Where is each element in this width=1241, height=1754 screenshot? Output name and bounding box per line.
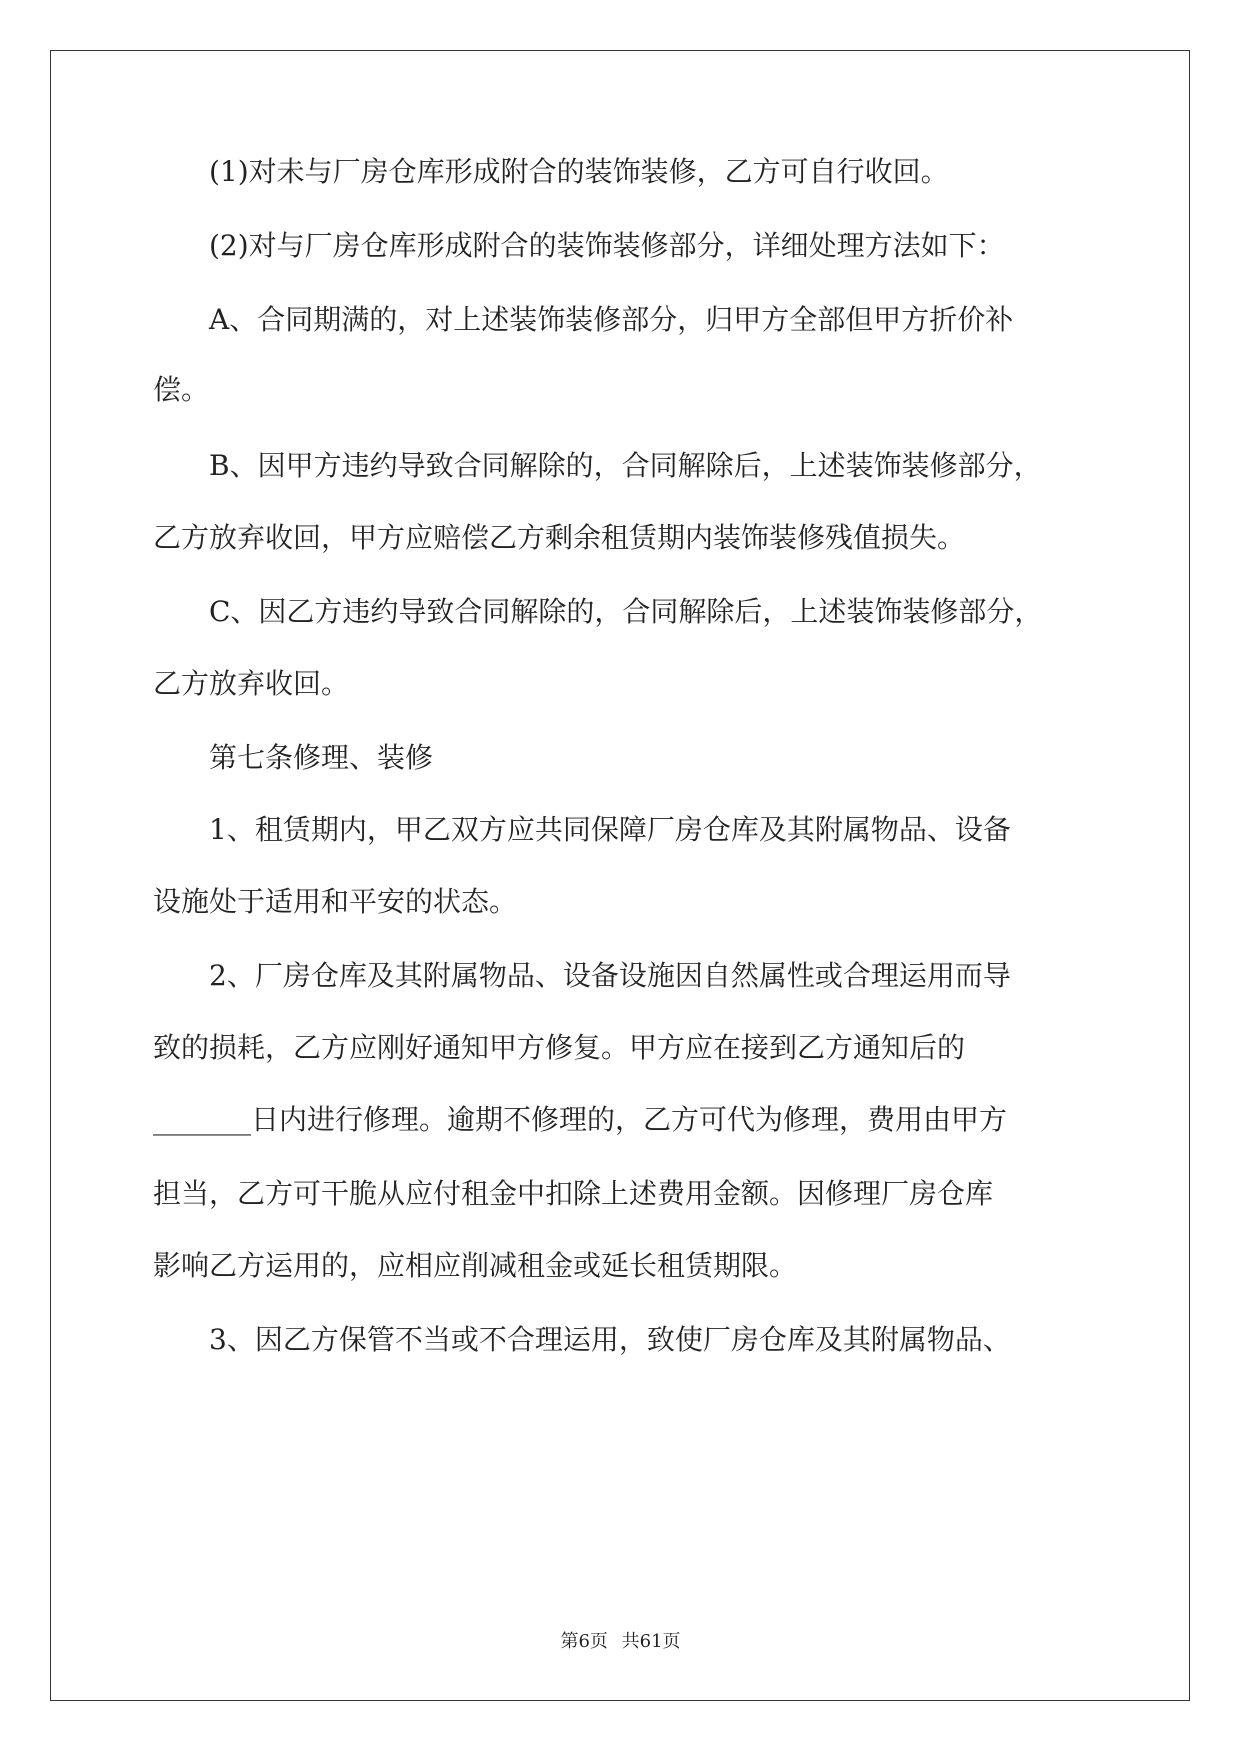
paragraph-line: 2、厂房仓库及其附属物品、设备设施因自然属性或合理运用而导 bbox=[153, 959, 1011, 992]
paragraph-line: 担当，乙方可干脆从应付租金中扣除上述费用金额。因修理厂房仓库 bbox=[153, 1177, 994, 1210]
paragraph-line: 影响乙方运用的，应相应削减租金或延长租赁期限。 bbox=[153, 1249, 798, 1282]
page-footer bbox=[0, 1627, 1241, 1653]
page-total: 共61页 bbox=[621, 1631, 681, 1652]
paragraph-line: A、合同期满的，对上述装饰装修部分，归甲方全部但甲方折价补 bbox=[153, 303, 1014, 336]
page-number: 第6页 bbox=[560, 1631, 608, 1652]
section-heading: 第七条修理、装修 bbox=[153, 741, 434, 774]
page-border bbox=[50, 50, 1190, 1701]
paragraph-line: 偿。 bbox=[153, 373, 210, 406]
paragraph-line: 3、因乙方保管不当或不合理运用，致使厂房仓库及其附属物品、 bbox=[153, 1323, 1011, 1356]
paragraph-line: 1、租赁期内，甲乙双方应共同保障厂房仓库及其附属物品、设备 bbox=[153, 813, 1011, 846]
paragraph-line: B、因甲方违约导致合同解除的，合同解除后，上述装饰装修部分， bbox=[153, 449, 1042, 482]
paragraph-line: 乙方放弃收回。 bbox=[153, 667, 350, 700]
paragraph-line: _______日内进行修理。逾期不修理的，乙方可代为修理，费用由甲方 bbox=[153, 1103, 1008, 1136]
paragraph-line: 设施处于适用和平安的状态。 bbox=[153, 885, 518, 918]
paragraph-line: (1)对未与厂房仓库形成附合的装饰装修，乙方可自行收回。 bbox=[153, 155, 949, 188]
paragraph-line: (2)对与厂房仓库形成附合的装饰装修部分，详细处理方法如下： bbox=[153, 229, 1005, 262]
paragraph-line: C、因乙方违约导致合同解除的，合同解除后，上述装饰装修部分， bbox=[153, 595, 1043, 628]
paragraph-line: 乙方放弃收回，甲方应赔偿乙方剩余租赁期内装饰装修残值损失。 bbox=[153, 521, 966, 554]
paragraph-line: 致的损耗，乙方应刚好通知甲方修复。甲方应在接到乙方通知后的 bbox=[153, 1031, 966, 1064]
